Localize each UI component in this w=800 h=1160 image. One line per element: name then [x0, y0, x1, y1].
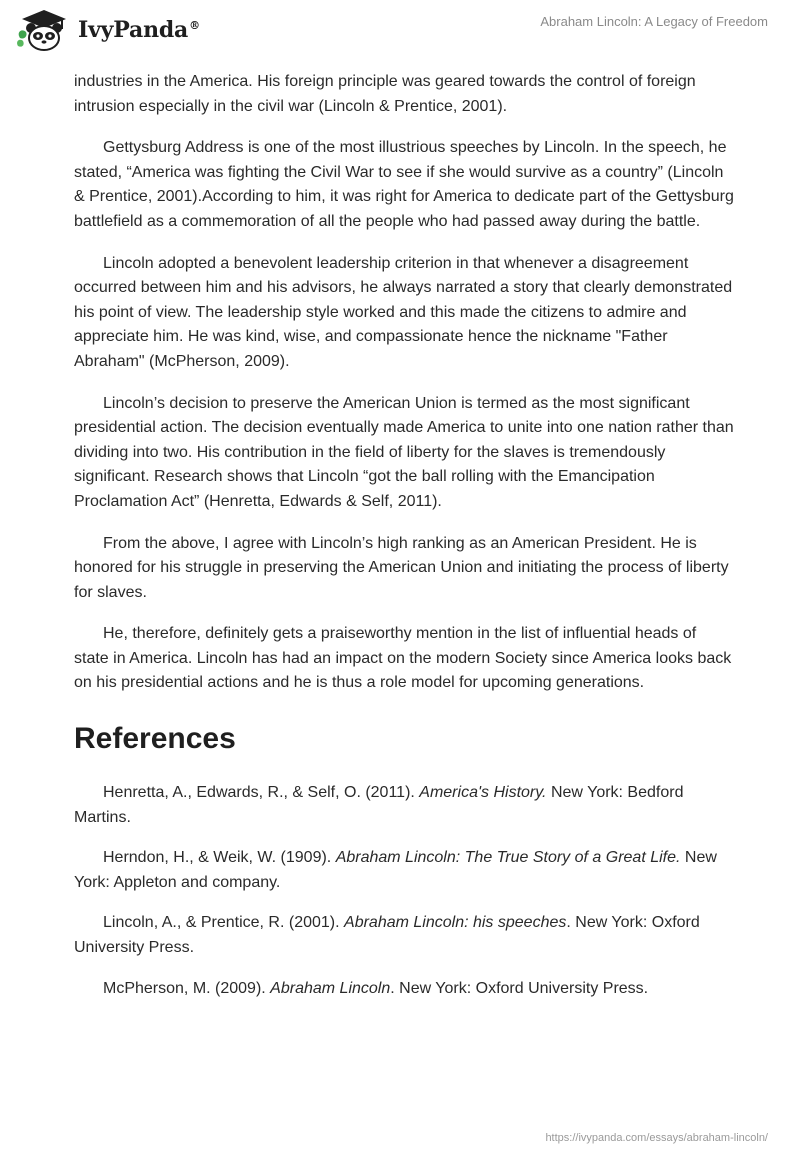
reference-item: Herndon, H., & Weik, W. (1909). Abraham Lincoln: The True Story of a Great Life. New York: Appleton and company.: [74, 849, 717, 891]
reference-item: Henretta, A., Edwards, R., & Self, O. (2011). America's History. New York: Bedford Martins.: [74, 784, 684, 826]
essay-content: [74, 70, 734, 1017]
references-heading: References: [74, 722, 236, 756]
page-header: [0, 0, 800, 60]
source-url[interactable]: https://ivypanda.com/essays/abraham-lincoln/: [545, 1132, 768, 1144]
body-paragraph: He, therefore, definitely gets a praiseworthy mention in the list of influential heads of state in America. Lincoln has had an impact on the modern Society since America looks back on his presidential actions and he is thus a role model for upcoming generations.: [74, 625, 732, 692]
body-paragraph: Lincoln’s decision to preserve the American Union is termed as the most significant presidential action. The decision eventually made America to unite into one nation rather than dividing into two. His contribution in the field of liberty for the slaves is tremendously significant. Research shows that Lincoln “got the ball rolling with the Emancipation Proclamation Act” (Henretta, Edwards & Self, 2011).: [74, 394, 734, 510]
body-paragraph: Lincoln adopted a benevolent leadership criterion in that whenever a disagreement occurred between him and his advisors, he always narrated a story that clearly demonstrated his point of view. The leadership style worked and this made the citizens to admire and appreciate him. He was kind, wise, and compassionate hence the nickname "Father Abraham" (McPherson, 2009).: [74, 254, 733, 370]
panda-mascot-icon: [16, 8, 72, 52]
reference-item: McPherson, M. (2009). Abraham Lincoln. New York: Oxford University Press.: [103, 979, 649, 997]
body-paragraph: From the above, I agree with Lincoln’s high ranking as an American President. He is honored for his struggle in preserving the American Union and initiating the process of liberty for slaves.: [74, 534, 729, 601]
ivypanda-logo[interactable]: [16, 8, 200, 52]
brand-name: IvyPanda®: [78, 17, 200, 43]
reference-item: Lincoln, A., & Prentice, R. (2001). Abraham Lincoln: his speeches. New York: Oxford University Press.: [74, 914, 700, 957]
body-paragraph: Gettysburg Address is one of the most illustrious speeches by Lincoln. In the speech, he stated, “America was fighting the Civil War to see if she would survive as a country” (Lincoln & Prentice, 2001).According to him, it was right for America to dedicate part of the Gettysburg battlefield as a commemoration of all the people who had passed away during the battle.: [74, 139, 734, 230]
body-paragraph: industries in the America. His foreign principle was geared towards the control of foreign intrusion especially in the civil war (Lincoln & Prentice, 2001).: [74, 73, 696, 115]
running-title: Abraham Lincoln: A Legacy of Freedom: [540, 14, 768, 29]
